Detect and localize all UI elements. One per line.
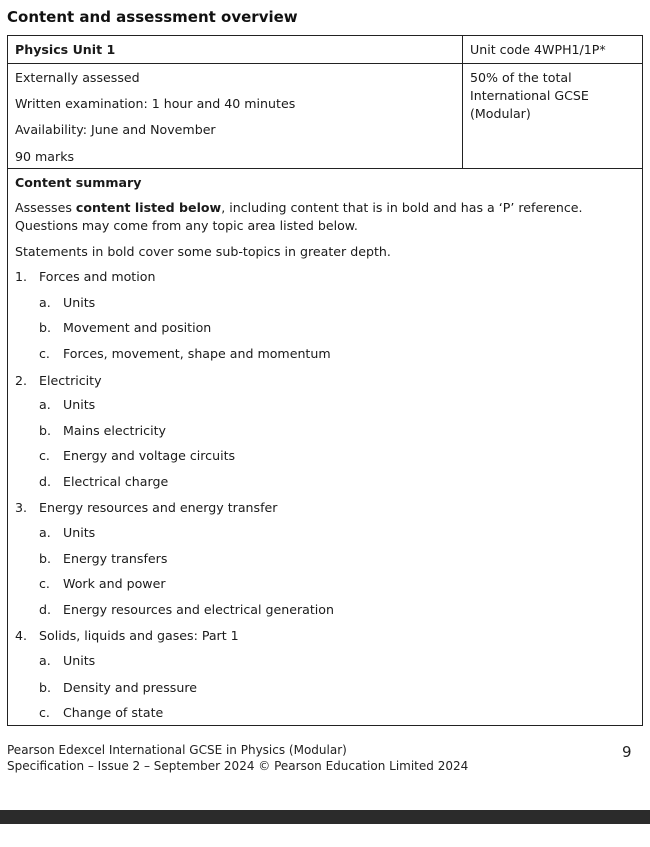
subtopic-title: Units — [63, 397, 96, 412]
page-heading: Content and assessment overview — [7, 8, 298, 26]
subtopic-letter: b. — [39, 423, 51, 438]
topic-number: 2. — [15, 373, 28, 388]
subtopic-title: Units — [63, 525, 96, 540]
unit-code: Unit code 4WPH1/1P* — [470, 42, 606, 57]
subtopic-letter: a. — [39, 295, 51, 310]
subtopic-4a — [39, 652, 95, 669]
subtopic-4b — [39, 679, 197, 696]
topic-title: Forces and motion — [39, 269, 156, 284]
subtopic-title: Movement and position — [63, 320, 212, 335]
topic-2 — [15, 372, 102, 389]
subtopic-letter: b. — [39, 320, 51, 335]
assessment-details-row — [8, 63, 642, 169]
content-summary-title: Content summary — [15, 175, 142, 190]
subtopic-letter: c. — [39, 346, 50, 361]
availability: Availability: June and November — [15, 122, 216, 137]
summary-intro — [15, 199, 635, 234]
subtopic-2c — [39, 447, 235, 464]
subtopic-3d — [39, 601, 334, 618]
subtopic-letter: c. — [39, 576, 50, 591]
subtopic-2b — [39, 422, 166, 439]
subtopic-letter: d. — [39, 474, 51, 489]
overview-table — [7, 35, 643, 726]
topic-title: Solids, liquids and gases: Part 1 — [39, 628, 239, 643]
table-header-row — [8, 36, 642, 64]
subtopic-letter: b. — [39, 680, 51, 695]
weighting: 50% of the total International GCSE (Modular) — [470, 70, 589, 121]
subtopic-title: Mains electricity — [63, 423, 166, 438]
subtopic-letter: a. — [39, 397, 51, 412]
subtopic-title: Change of state — [63, 705, 164, 720]
subtopic-3b — [39, 550, 167, 567]
subtopic-letter: c. — [39, 448, 50, 463]
subtopic-3c — [39, 575, 166, 592]
subtopic-title: Units — [63, 295, 96, 310]
subtopic-4c — [39, 704, 163, 721]
subtopic-1c — [39, 345, 331, 362]
topic-1 — [15, 268, 155, 285]
subtopic-2a — [39, 396, 95, 413]
subtopic-letter: d. — [39, 602, 51, 617]
subtopic-letter: a. — [39, 525, 51, 540]
column-divider — [462, 36, 463, 168]
viewer-bottom-bar — [0, 810, 650, 824]
topic-3 — [15, 499, 277, 516]
subtopic-title: Work and power — [63, 576, 166, 591]
page-footer — [7, 742, 468, 774]
subtopic-title: Energy and voltage circuits — [63, 448, 236, 463]
bold-note: Statements in bold cover some sub-topics in greater depth. — [15, 244, 391, 259]
intro-suffix: , including content that is in bold and has a ‘P’ reference. Questions may come from any topic area listed below. — [15, 200, 583, 233]
topic-number: 3. — [15, 500, 28, 515]
topic-number: 1. — [15, 269, 28, 284]
subtopic-title: Energy transfers — [63, 551, 168, 566]
exam-duration: Written examination: 1 hour and 40 minutes — [15, 96, 296, 111]
footer-line-1: Pearson Edexcel International GCSE in Physics (Modular) — [7, 743, 347, 757]
subtopic-title: Electrical charge — [63, 474, 169, 489]
subtopic-letter: c. — [39, 705, 50, 720]
unit-title: Physics Unit 1 — [15, 42, 116, 57]
subtopic-3a — [39, 524, 95, 541]
subtopic-1b — [39, 319, 211, 336]
intro-prefix: Assesses — [15, 200, 76, 215]
topic-title: Electricity — [39, 373, 102, 388]
topic-title: Energy resources and energy transfer — [39, 500, 278, 515]
subtopic-title: Energy resources and electrical generation — [63, 602, 334, 617]
assessment-type: Externally assessed — [15, 70, 140, 85]
topic-number: 4. — [15, 628, 28, 643]
topic-4 — [15, 627, 239, 644]
subtopic-title: Forces, movement, shape and momentum — [63, 346, 331, 361]
subtopic-1a — [39, 294, 95, 311]
intro-bold: content listed below — [75, 200, 222, 215]
page-number: 9 — [622, 743, 632, 761]
subtopic-letter: a. — [39, 653, 51, 668]
subtopic-title: Density and pressure — [63, 680, 197, 695]
total-marks: 90 marks — [15, 149, 75, 164]
subtopic-2d — [39, 473, 168, 490]
footer-line-2: Specification – Issue 2 – September 2024 © Pearson Education Limited 2024 — [7, 759, 469, 773]
subtopic-letter: b. — [39, 551, 51, 566]
subtopic-title: Units — [63, 653, 96, 668]
